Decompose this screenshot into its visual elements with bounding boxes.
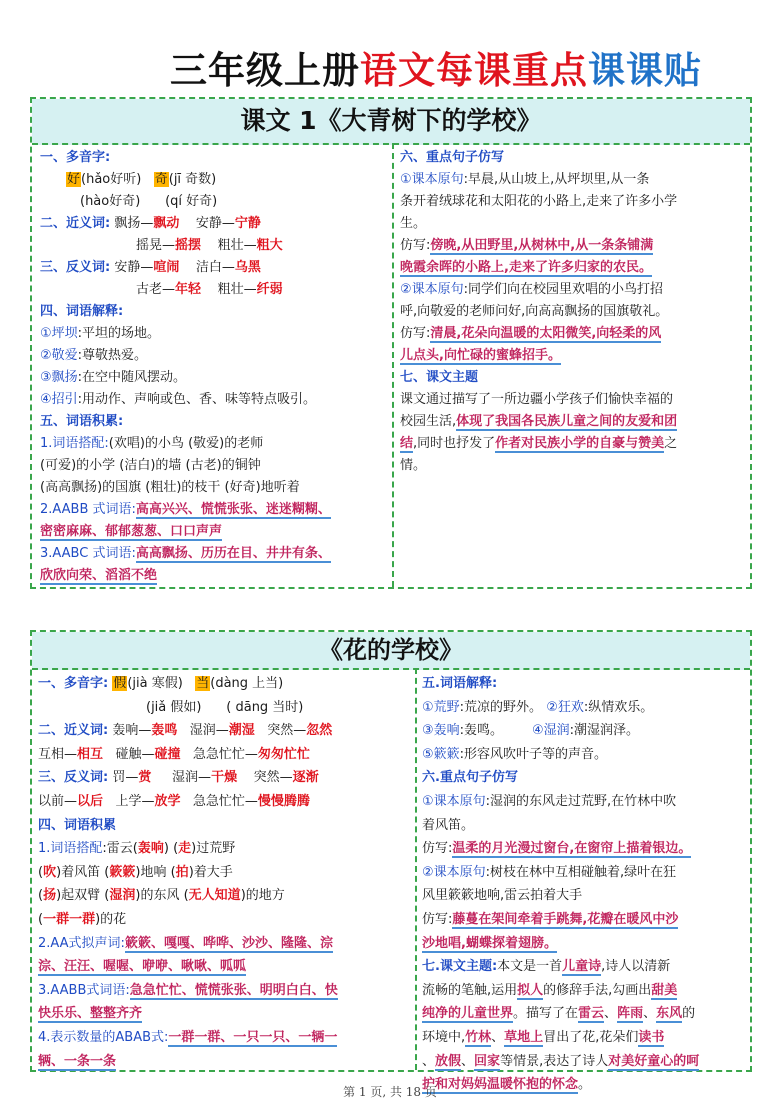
l1-jinyi-row2: 摇晃—摇摆 粗壮—粗大 [136, 238, 283, 253]
l1-jilei-heading: 五、词语积累: [40, 414, 124, 429]
page-title [170, 40, 702, 90]
l1-fangxie1-a: 仿写:傍晚,从田野里,从树林中,从一条条铺满 [400, 238, 654, 253]
l2-abab-1: 4.表示数量的ABAB式:一群一群、一只一只、一辆一 [38, 1029, 338, 1045]
l2-yuanju1-b: 着风笛。 [422, 817, 475, 833]
l2-aabb-1: 3.AABB式词语:急急忙忙、慌慌张张、明明白白、快 [38, 982, 338, 998]
l2-abab-2: 辆、一条一条 [38, 1053, 117, 1069]
l2-aabb-2: 快乐乐、整整齐齐 [38, 1006, 143, 1022]
l1-aabb-1: 2.AABB 式词语:高高兴兴、慌慌张张、迷迷糊糊、 [40, 502, 331, 517]
l2-zhuti-5: 、放假、回家等情景,表达了诗人对美好童心的呵 [422, 1053, 700, 1069]
l1-fanyi-row1: 三、反义词: 安静—喧闹 洁白—乌黑 [40, 260, 261, 275]
l2-dapei-1: 1.词语搭配:雷云(轰响) (走)过荒野 [38, 841, 236, 857]
lesson2-left-column [38, 672, 412, 1073]
title-suffix: 课课贴 [588, 49, 702, 92]
l2-jilei-heading: 四、词语积累 [38, 817, 117, 833]
l1-yuanju1-b: 条开着绒球花和太阳花的小路上,走来了许多小学 [400, 194, 678, 209]
l2-duoyin-row2: (jiǎ 假如) ( dāng 当时) [146, 699, 304, 715]
l2-aa-2: 淙、汪汪、喔喔、咿咿、啾啾、呱呱 [38, 959, 247, 975]
l1-zhuti-heading: 七、课文主题 [400, 370, 479, 385]
l1-aabb-2: 密密麻麻、郁郁葱葱、口口声声 [40, 524, 223, 539]
l1-fangxie1-b: 晚霞余晖的小路上,走来了许多归家的农民。 [400, 260, 652, 275]
l1-duoyin-row1: 好(hǎo好听) 奇(jī 奇数) [67, 172, 217, 187]
l1-aabc-1: 3.AABC 式词语:高高飘扬、历历在目、井井有条、 [40, 546, 331, 561]
lesson2-right-column [422, 672, 748, 1097]
l2-fanyi-row1: 三、反义词: 罚—赏 湿润—干燥 突然—逐渐 [38, 770, 319, 786]
l2-zhuti-3: 纯净的儿童世界。描写了在雷云、阵雨、东风的 [422, 1006, 696, 1022]
l2-fangxie1-a: 仿写:温柔的月光漫过窗台,在窗帘上描着银边。 [422, 841, 692, 857]
l1-dapei-1: 1.词语搭配:(欢唱)的小鸟 (敬爱)的老师 [40, 436, 264, 451]
l1-yuanju1-c: 生。 [400, 216, 427, 231]
l1-zhuti-4: 情。 [400, 458, 427, 473]
l1-jieshi-4: ④招引:用动作、声响或色、香、味等特点吸引。 [40, 392, 317, 407]
l1-jieshi-1: ①坪坝:平坦的场地。 [40, 326, 161, 341]
lesson1-left-column [40, 147, 388, 587]
l2-jinyi-row2: 互相—相互 碰触—碰撞 急急忙忙—匆匆忙忙 [38, 746, 310, 762]
l2-yuanju2-a: ②课本原句:树枝在林中互相碰触着,绿叶在狂 [422, 864, 677, 880]
lesson1-card [30, 97, 752, 589]
l2-dapei-3: (扬)起双臂 (湿润)的东风 (无人知道)的地方 [38, 888, 285, 904]
l1-fanyi-row2: 古老—年轻 粗壮—纤弱 [136, 282, 283, 297]
l1-dapei-2: (可爱)的小学 (洁白)的墙 (古老)的铜钟 [40, 458, 261, 473]
page-footer: 第 1 页, 共 18 页 [343, 1085, 437, 1099]
l2-zhuti-2: 流畅的笔触,运用拟人的修辞手法,勾画出甜美 [422, 982, 678, 998]
l2-jieshi-row3: ⑤簌簌:形容风吹叶子等的声音。 [422, 746, 608, 762]
l1-zhuti-2: 校园生活,体现了我国各民族儿童之间的友爱和团 [400, 414, 678, 429]
l1-fangxie2-a: 仿写:清晨,花朵向温暖的太阳微笑,向轻柔的风 [400, 326, 662, 341]
l2-jieshi-row2: ③轰响:轰鸣。 ④湿润:潮湿润泽。 [422, 723, 640, 739]
l2-yuanju1-a: ①课本原句:湿润的东风走过荒野,在竹林中吹 [422, 793, 677, 809]
l2-zhuti-6: 护和对妈妈温暖怀抱的怀念。 [422, 1077, 592, 1093]
l2-jinyi-row1: 二、近义词: 轰响—轰鸣 湿润—潮湿 突然—忽然 [38, 723, 333, 739]
lesson1-divider [392, 143, 394, 587]
l1-jieshi-heading: 四、词语解释: [40, 304, 124, 319]
l1-zhuti-1: 课文通过描写了一所边疆小学孩子们愉快幸福的 [400, 392, 674, 407]
lesson1-right-column [400, 147, 748, 477]
lesson1-header: 课文 1《大青树下的学校》 [32, 99, 750, 145]
l1-char-hao: 好 [67, 172, 81, 187]
l1-dapei-3: (高高飘扬)的国旗 (粗壮)的枝干 (好奇)地听着 [40, 480, 300, 495]
title-subject: 语文每课重点 [360, 49, 588, 92]
l1-jinyi-row1: 二、近义词: 飘扬—飘动 安静—宁静 [40, 216, 261, 231]
l1-fangxie2-b: 儿点头,向忙碌的蜜蜂招手。 [400, 348, 561, 363]
l2-aa-1: 2.AA式拟声词:簌簌、嘎嘎、哗哗、沙沙、隆隆、淙 [38, 935, 333, 951]
lesson2-divider [415, 668, 417, 1070]
l1-jieshi-3: ③飘扬:在空中随风摆动。 [40, 370, 187, 385]
l1-duoyin-row2: (hào好奇) (qí 好奇) [80, 194, 218, 209]
l2-fangxie2-b: 沙地唱,蝴蝶探着翅膀。 [422, 935, 557, 951]
l1-yuanju2-a: ②课本原句:同学们向在校园里欢唱的小鸟打招 [400, 282, 664, 297]
l2-duoyin-row1: 一、多音字: 假(jià 寒假) 当(dàng 上当) [38, 676, 284, 691]
l2-jieshi-heading: 五.词语解释: [422, 676, 498, 691]
l1-yuanju1-a: ①课本原句:早晨,从山坡上,从坪坝里,从一条 [400, 172, 650, 187]
l2-char-dang: 当 [196, 676, 210, 691]
l2-fanyi-row2: 以前—以后 上学—放学 急急忙忙—慢慢腾腾 [38, 793, 310, 809]
l2-fangxie2-a: 仿写:藤蔓在架间牵着手跳舞,花瓣在暖风中沙 [422, 911, 679, 927]
l1-char-qi: 奇 [154, 172, 168, 187]
l1-aabc-2: 欣欣向荣、滔滔不绝 [40, 568, 158, 583]
l1-fangxie-heading: 六、重点句子仿写 [400, 150, 505, 165]
lesson2-header: 《花的学校》 [32, 632, 750, 670]
title-grade: 三年级上册 [170, 49, 360, 92]
l2-dapei-4: (一群一群)的花 [38, 911, 127, 927]
l1-duoyin-heading: 一、多音字: [40, 150, 111, 165]
l1-yuanju2-b: 呼,向敬爱的老师问好,向高高飘扬的国旗敬礼。 [400, 304, 669, 319]
l2-zhuti-1: 七.课文主题:本文是一首儿童诗,诗人以清新 [422, 959, 671, 975]
l1-jieshi-2: ②敬爱:尊敬热爱。 [40, 348, 148, 363]
l1-zhuti-3: 结,同时也抒发了作者对民族小学的自豪与赞美之 [400, 436, 678, 451]
l2-char-jia: 假 [113, 676, 127, 691]
l2-yuanju2-b: 风里簌簌地响,雷云拍着大手 [422, 888, 583, 904]
l2-fangxie-heading: 六.重点句子仿写 [422, 770, 518, 786]
l2-jieshi-row1: ①荒野:荒凉的野外。 ②狂欢:纵情欢乐。 [422, 699, 654, 715]
l2-dapei-2: (吹)着风笛 (簌簌)地响 (拍)着大手 [38, 864, 233, 880]
l2-zhuti-4: 环境中,竹林、草地上冒出了花,花朵们读书 [422, 1029, 665, 1045]
